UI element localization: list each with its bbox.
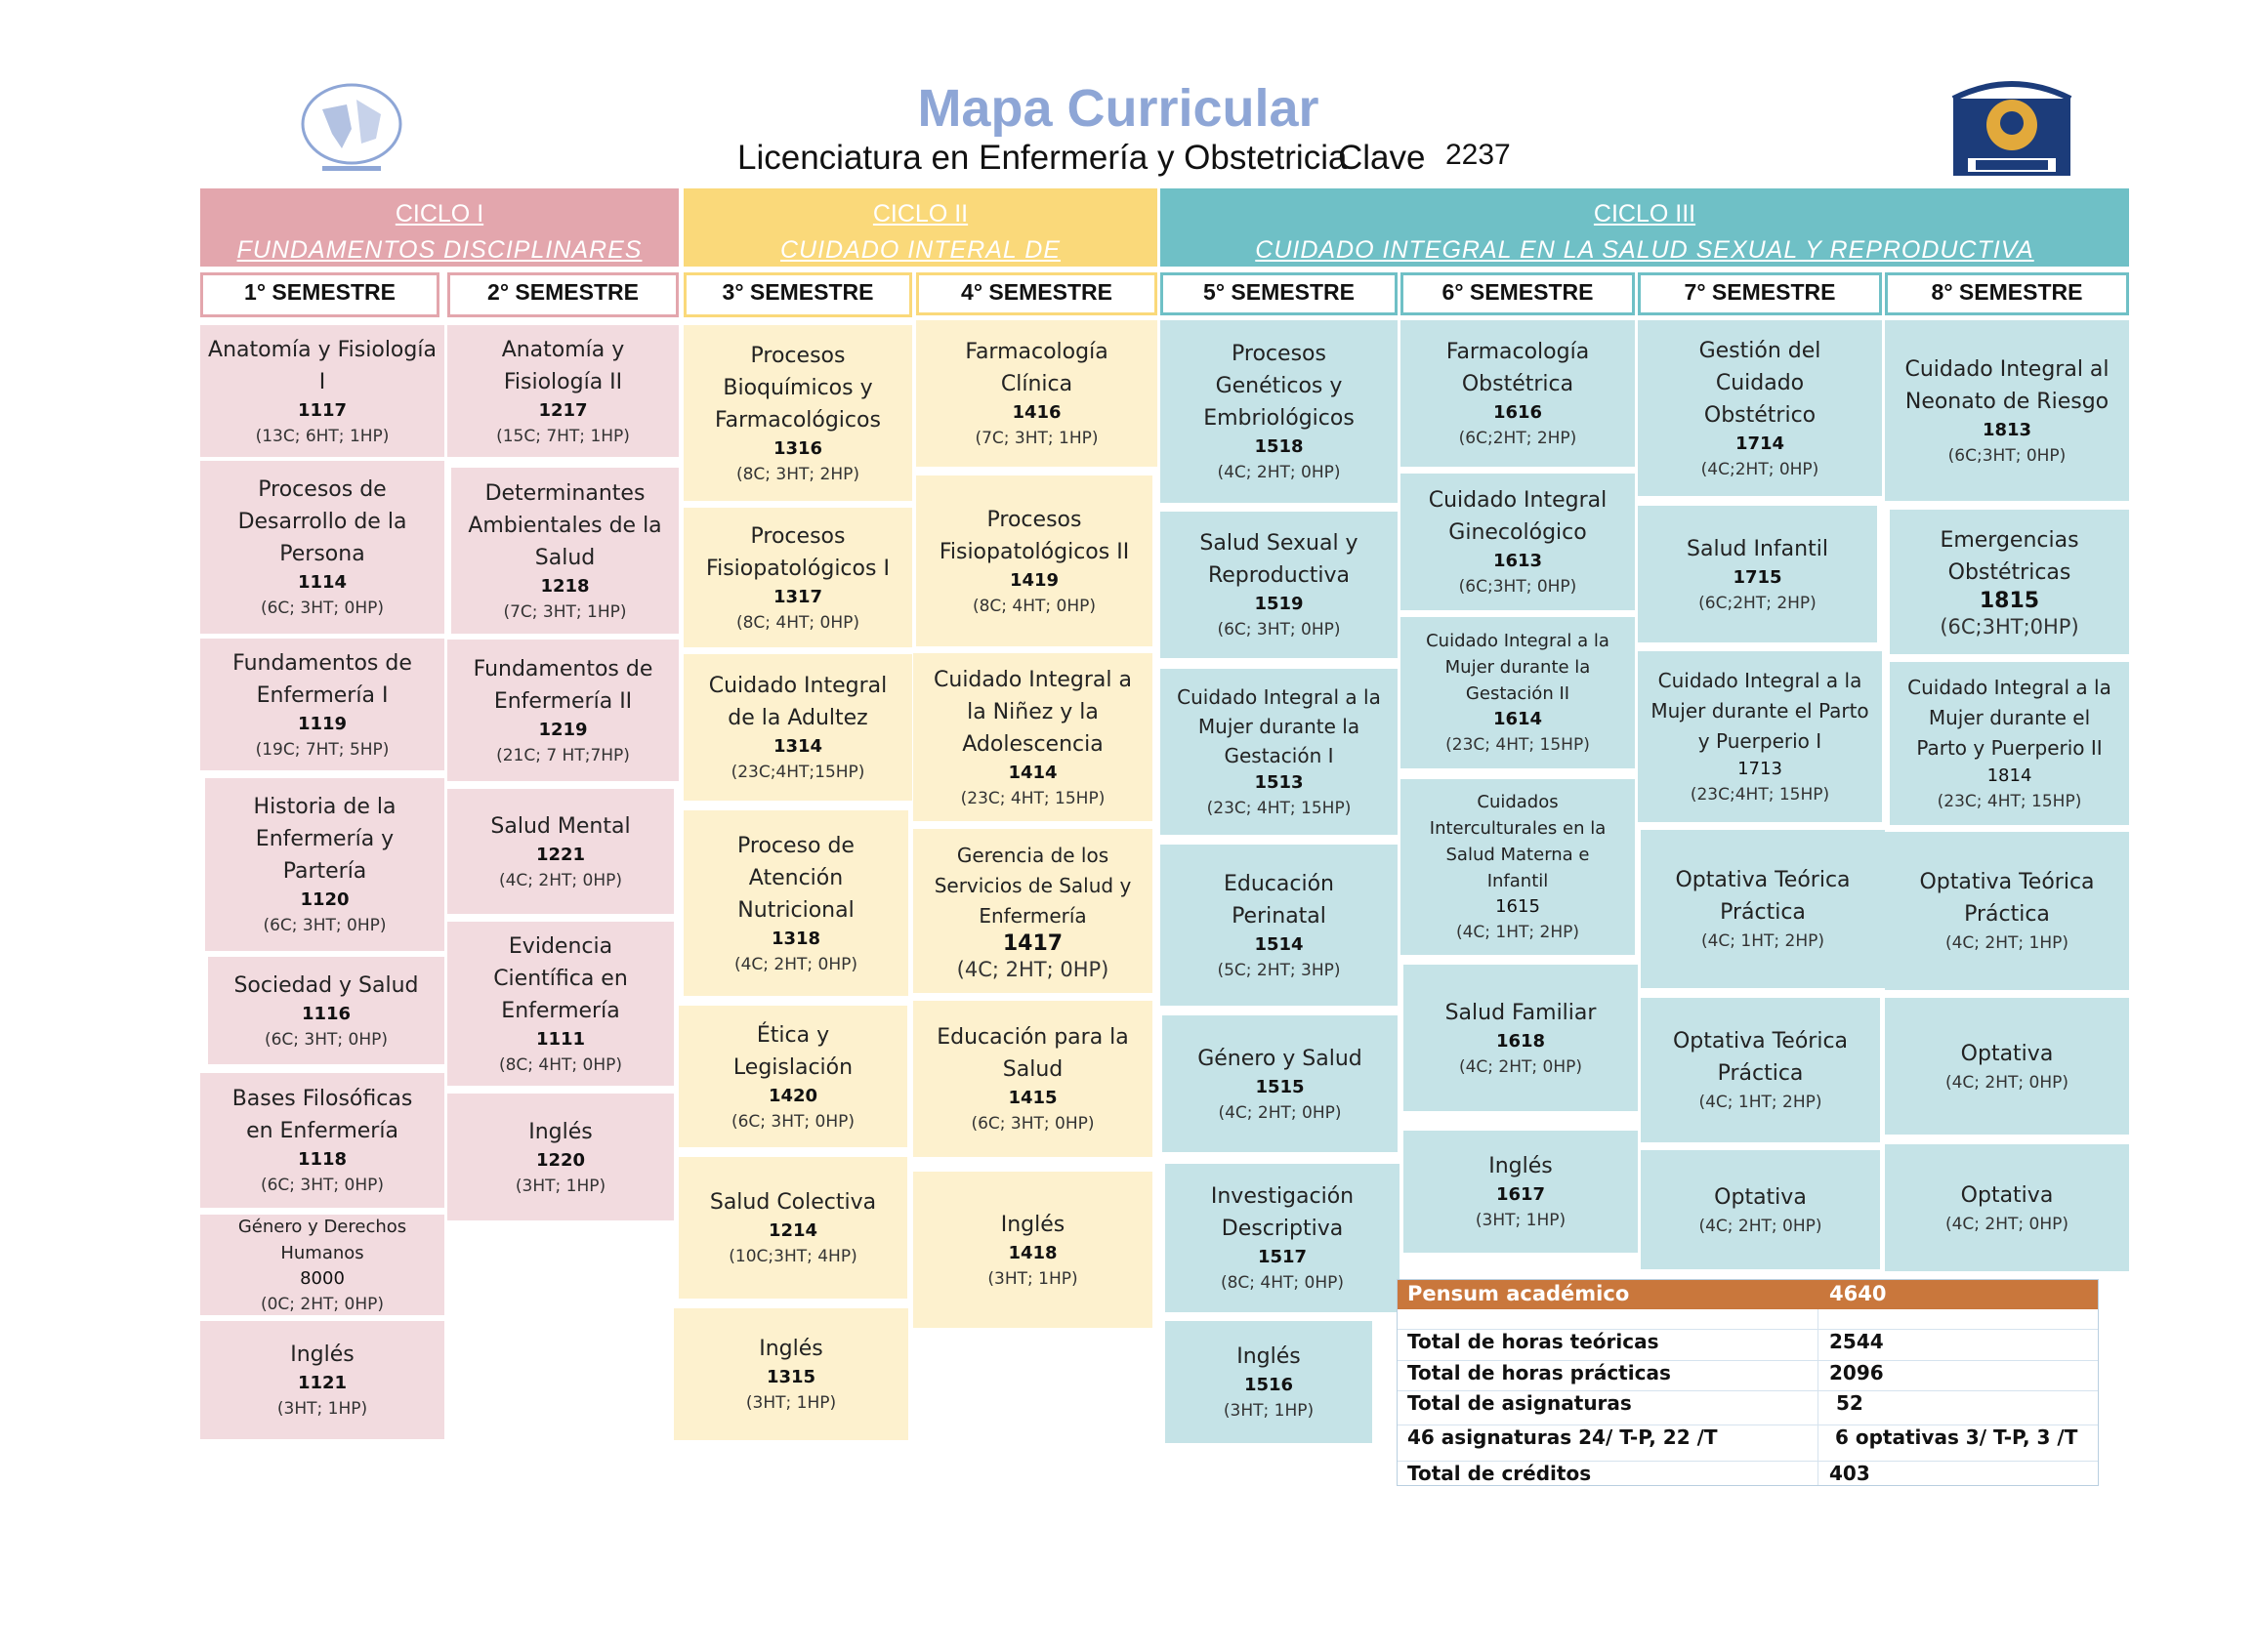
course-card: Salud Mental 1221 (4C; 2HT; 0HP) bbox=[447, 789, 674, 914]
course-card: Optativa Teórica Práctica (4C; 2HT; 1HP) bbox=[1885, 832, 2129, 990]
summary-header-label: Pensum académico bbox=[1407, 1282, 1630, 1305]
summary-row: Total de horas teóricas 2544 bbox=[1398, 1329, 2098, 1330]
course-card: Cuidado Integral a la Mujer durante la Gestación II 1614 (23C; 4HT; 15HP) bbox=[1400, 617, 1635, 768]
course-card: Salud Sexual y Reproductiva 1519 (6C; 3HT; 0HP) bbox=[1160, 512, 1398, 658]
course-card: Inglés 1121 (3HT; 1HP) bbox=[200, 1321, 444, 1439]
course-card: Procesos Bioquímicos y Farmacológicos 1316 (8C; 3HT; 2HP) bbox=[684, 325, 912, 501]
course-card: Salud Infantil 1715 (6C;2HT; 2HP) bbox=[1638, 506, 1877, 642]
course-card: Sociedad y Salud 1116 (6C; 3HT; 0HP) bbox=[208, 957, 444, 1064]
degree-subtitle: Licenciatura en Enfermería y Obstetricia bbox=[737, 139, 1348, 177]
clave-label: Clave bbox=[1338, 139, 1426, 177]
semester-8-header: 8° SEMESTRE bbox=[1885, 272, 2129, 315]
course-card: Inglés 1516 (3HT; 1HP) bbox=[1165, 1321, 1372, 1443]
course-card: Cuidado Integral a la Mujer durante la Gestación I 1513 (23C; 4HT; 15HP) bbox=[1160, 669, 1398, 835]
course-card: Inglés 1315 (3HT; 1HP) bbox=[674, 1308, 908, 1440]
course-card: Salud Familiar 1618 (4C; 2HT; 0HP) bbox=[1403, 965, 1638, 1111]
semester-1-header: 1° SEMESTRE bbox=[200, 272, 439, 317]
course-card: Cuidado Integral al Neonato de Riesgo 1813 (6C;3HT; 0HP) bbox=[1885, 320, 2129, 501]
course-card: Procesos Fisiopatológicos I 1317 (8C; 4HT; 0HP) bbox=[684, 508, 912, 647]
semester-3-header: 3° SEMESTRE bbox=[684, 272, 912, 317]
course-card: Optativa (4C; 2HT; 0HP) bbox=[1885, 1144, 2129, 1271]
course-card: Optativa Teórica Práctica (4C; 1HT; 2HP) bbox=[1641, 998, 1880, 1142]
course-card: Bases Filosóficas en Enfermería 1118 (6C; 3HT; 0HP) bbox=[200, 1073, 444, 1208]
course-card: Gestión del Cuidado Obstétrico 1714 (4C;2HT; 0HP) bbox=[1638, 320, 1882, 496]
course-card: Cuidado Integral a la Mujer durante el Parto y Puerperio I 1713 (23C;4HT; 15HP) bbox=[1638, 651, 1882, 822]
course-card: Procesos Fisiopatológicos II 1419 (8C; 4HT; 0HP) bbox=[916, 475, 1152, 646]
course-card: Cuidados Interculturales en la Salud Materna e Infantil 1615 (4C; 1HT; 2HP) bbox=[1400, 779, 1635, 955]
course-card: Determinantes Ambientales de la Salud 1218 (7C; 3HT; 1HP) bbox=[451, 468, 679, 634]
cycle-2-subtitle: CUIDADO INTERAL DE bbox=[779, 236, 1062, 264]
course-card: Farmacología Obstétrica 1616 (6C;2HT; 2HP) bbox=[1400, 320, 1635, 467]
semester-7-header: 7° SEMESTRE bbox=[1638, 272, 1882, 315]
course-card: Anatomía y Fisiología I 1117 (13C; 6HT; 1HP) bbox=[200, 325, 444, 457]
cycle-3-header bbox=[1160, 188, 2129, 267]
course-card: Inglés 1418 (3HT; 1HP) bbox=[913, 1172, 1152, 1328]
clave-value: 2237 bbox=[1445, 139, 1511, 171]
course-card: Ética y Legislación 1420 (6C; 3HT; 0HP) bbox=[679, 1006, 907, 1147]
course-card: Farmacología Clínica 1416 (7C; 3HT; 1HP) bbox=[916, 320, 1157, 467]
course-card: Optativa (4C; 2HT; 0HP) bbox=[1641, 1150, 1880, 1269]
semester-4-header: 4° SEMESTRE bbox=[916, 272, 1157, 315]
summary-row: Total de créditos 403 bbox=[1398, 1461, 2098, 1462]
cycle-1-name: CICLO I bbox=[395, 200, 484, 227]
page-title: Mapa Curricular bbox=[917, 79, 1319, 138]
course-card: Proceso de Atención Nutricional 1318 (4C; 2HT; 0HP) bbox=[684, 810, 908, 996]
course-card: Optativa Teórica Práctica (4C; 1HT; 2HP) bbox=[1641, 830, 1885, 988]
course-card: Cuidado Integral a la Mujer durante el Parto y Puerperio II 1814 (23C; 4HT; 15HP) bbox=[1890, 662, 2129, 825]
course-card: Inglés 1617 (3HT; 1HP) bbox=[1403, 1131, 1638, 1253]
course-card: Gerencia de los Servicios de Salud y Enfermería 1417 (4C; 2HT; 0HP) bbox=[913, 829, 1152, 993]
course-card: Cuidado Integral a la Niñez y la Adolescencia 1414 (23C; 4HT; 15HP) bbox=[913, 653, 1152, 821]
course-card: Educación para la Salud 1415 (6C; 3HT; 0HP) bbox=[913, 1001, 1152, 1157]
semester-5-header: 5° SEMESTRE bbox=[1160, 272, 1398, 315]
summary-header bbox=[1398, 1280, 2098, 1309]
course-card: Investigación Descriptiva 1517 (8C; 4HT; 0HP) bbox=[1165, 1164, 1400, 1312]
course-card: Fundamentos de Enfermería I 1119 (19C; 7HT; 5HP) bbox=[200, 639, 444, 770]
cycle-3-subtitle: CUIDADO INTEGRAL EN LA SALUD SEXUAL Y REPRODUCTIVA bbox=[1255, 236, 2034, 264]
cycle-2-header bbox=[684, 188, 1157, 267]
course-card: Inglés 1220 (3HT; 1HP) bbox=[447, 1094, 674, 1220]
course-card: Cuidado Integral de la Adultez 1314 (23C;4HT;15HP) bbox=[684, 654, 912, 801]
summary-row: Total de horas prácticas 2096 bbox=[1398, 1360, 2098, 1361]
summary-row: Total de asignaturas 52 bbox=[1398, 1390, 2098, 1391]
semester-2-header: 2° SEMESTRE bbox=[447, 272, 679, 317]
cycle-1-header bbox=[200, 188, 679, 267]
pensum-summary-table bbox=[1397, 1279, 2099, 1486]
cycle-2-name: CICLO II bbox=[872, 200, 969, 227]
course-card: Fundamentos de Enfermería II 1219 (21C; 7 HT;7HP) bbox=[447, 640, 679, 781]
course-card: Género y Salud 1515 (4C; 2HT; 0HP) bbox=[1162, 1015, 1398, 1152]
course-card: Procesos de Desarrollo de la Persona 1114 (6C; 3HT; 0HP) bbox=[200, 461, 444, 634]
course-card: Educación Perinatal 1514 (5C; 2HT; 3HP) bbox=[1160, 845, 1398, 1006]
course-card: Evidencia Científica en Enfermería 1111 (8C; 4HT; 0HP) bbox=[447, 922, 674, 1086]
cycle-3-name: CICLO III bbox=[1593, 200, 1696, 227]
course-card: Género y Derechos Humanos 8000 (0C; 2HT; 0HP) bbox=[200, 1215, 444, 1315]
course-card: Emergencias Obstétricas 1815 (6C;3HT;0HP) bbox=[1890, 510, 2129, 654]
course-card: Procesos Genéticos y Embriológicos 1518 (4C; 2HT; 0HP) bbox=[1160, 320, 1398, 503]
course-card: Cuidado Integral Ginecológico 1613 (6C;3HT; 0HP) bbox=[1400, 474, 1635, 610]
cycle-1-subtitle: FUNDAMENTOS DISCIPLINARES bbox=[236, 236, 643, 264]
course-card: Historia de la Enfermería y Partería 1120 (6C; 3HT; 0HP) bbox=[205, 778, 444, 951]
course-card: Anatomía y Fisiología II 1217 (15C; 7HT; 1HP) bbox=[447, 325, 679, 457]
semester-6-header: 6° SEMESTRE bbox=[1400, 272, 1635, 315]
summary-header-value: 4640 bbox=[1829, 1282, 1887, 1305]
course-card: Optativa (4C; 2HT; 0HP) bbox=[1885, 998, 2129, 1135]
course-card: Salud Colectiva 1214 (10C;3HT; 4HP) bbox=[679, 1157, 907, 1299]
